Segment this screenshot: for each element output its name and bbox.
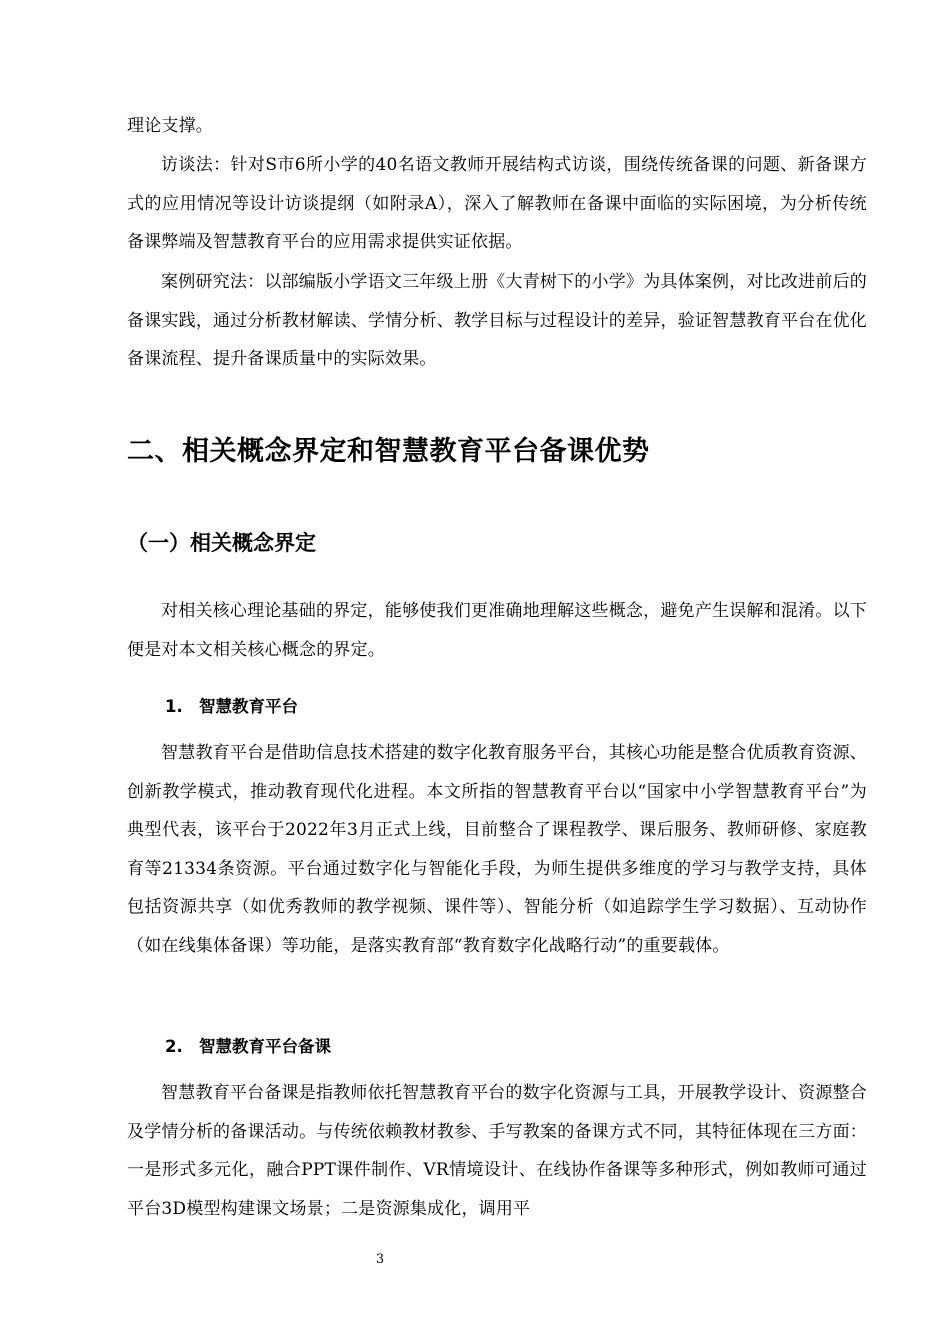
- paragraph-platform-definition: 智慧教育平台是借助信息技术搭建的数字化教育服务平台，其核心功能是整合优质教育资源、创新教学模式，推动教育现代化进程。本文所指的智慧教育平台以“国家中小学智慧教育平台”为典型代表，该平台于2022年3月正式上线，目前整合了课程教学、课后服务、教师研修、家庭教育等21334条资源。平台通过数字化与智能化手段，为师生提供多维度的学习与教学支持，具体包括资源共享（如优秀教师的教学视频、课件等）、智能分析（如追踪学生学习数据）、互动协作（如在线集体备课）等功能，是落实教育部“教育数字化战略行动”的重要载体。: [127, 743, 867, 956]
- item-heading-platform-lesson-prep: [127, 1034, 905, 1060]
- paragraph-case-study-method: 案例研究法：以部编版小学语文三年级上册《大青树下的小学》为具体案例，对比改进前后的备课实践，通过分析教材解读、学情分析、教学目标与过程设计的差异，验证智慧教育平台在优化备课流程、提升备课质量中的实际效果。: [127, 272, 867, 369]
- paragraph-lesson-prep-definition: 智慧教育平台备课是指教师依托智慧教育平台的数字化资源与工具，开展教学设计、资源整合及学情分析的备课活动。与传统依赖教材教参、手写教案的备课方式不同，其特征体现在三方面：一是形式多元化，融合PPT课件制作、VR情境设计、在线协作备课等多种形式，例如教师可通过平台3D模型构建课文场景；二是资源集成化，调用平: [127, 1083, 867, 1219]
- item-title: 智慧教育平台: [199, 697, 298, 716]
- paragraph-interview-method: 访谈法：针对S市6所小学的40名语文教师开展结构式访谈，围绕传统备课的问题、新备课方式的应用情况等设计访谈提纲（如附录A），深入了解教师在备课中面临的实际困境，为分析传统备课弊端及智慧教育平台的应用需求提供实证依据。: [127, 155, 867, 252]
- item-heading-platform: [127, 694, 905, 720]
- paragraph-concept-intro: 对相关核心理论基础的界定，能够使我们更准确地理解这些概念，避免产生误解和混淆。以下便是对本文相关核心概念的界定。: [127, 601, 867, 660]
- subsection-heading: （一）相关概念界定: [127, 531, 316, 555]
- item-number: 2.: [165, 1037, 183, 1056]
- item-title: 智慧教育平台备课: [199, 1037, 331, 1056]
- page-number: 3: [375, 1252, 385, 1267]
- item-number: 1.: [165, 697, 183, 716]
- section-heading: 二、相关概念界定和智慧教育平台备课优势: [127, 436, 650, 467]
- paragraph-continuation: 理论支撑。: [127, 116, 213, 136]
